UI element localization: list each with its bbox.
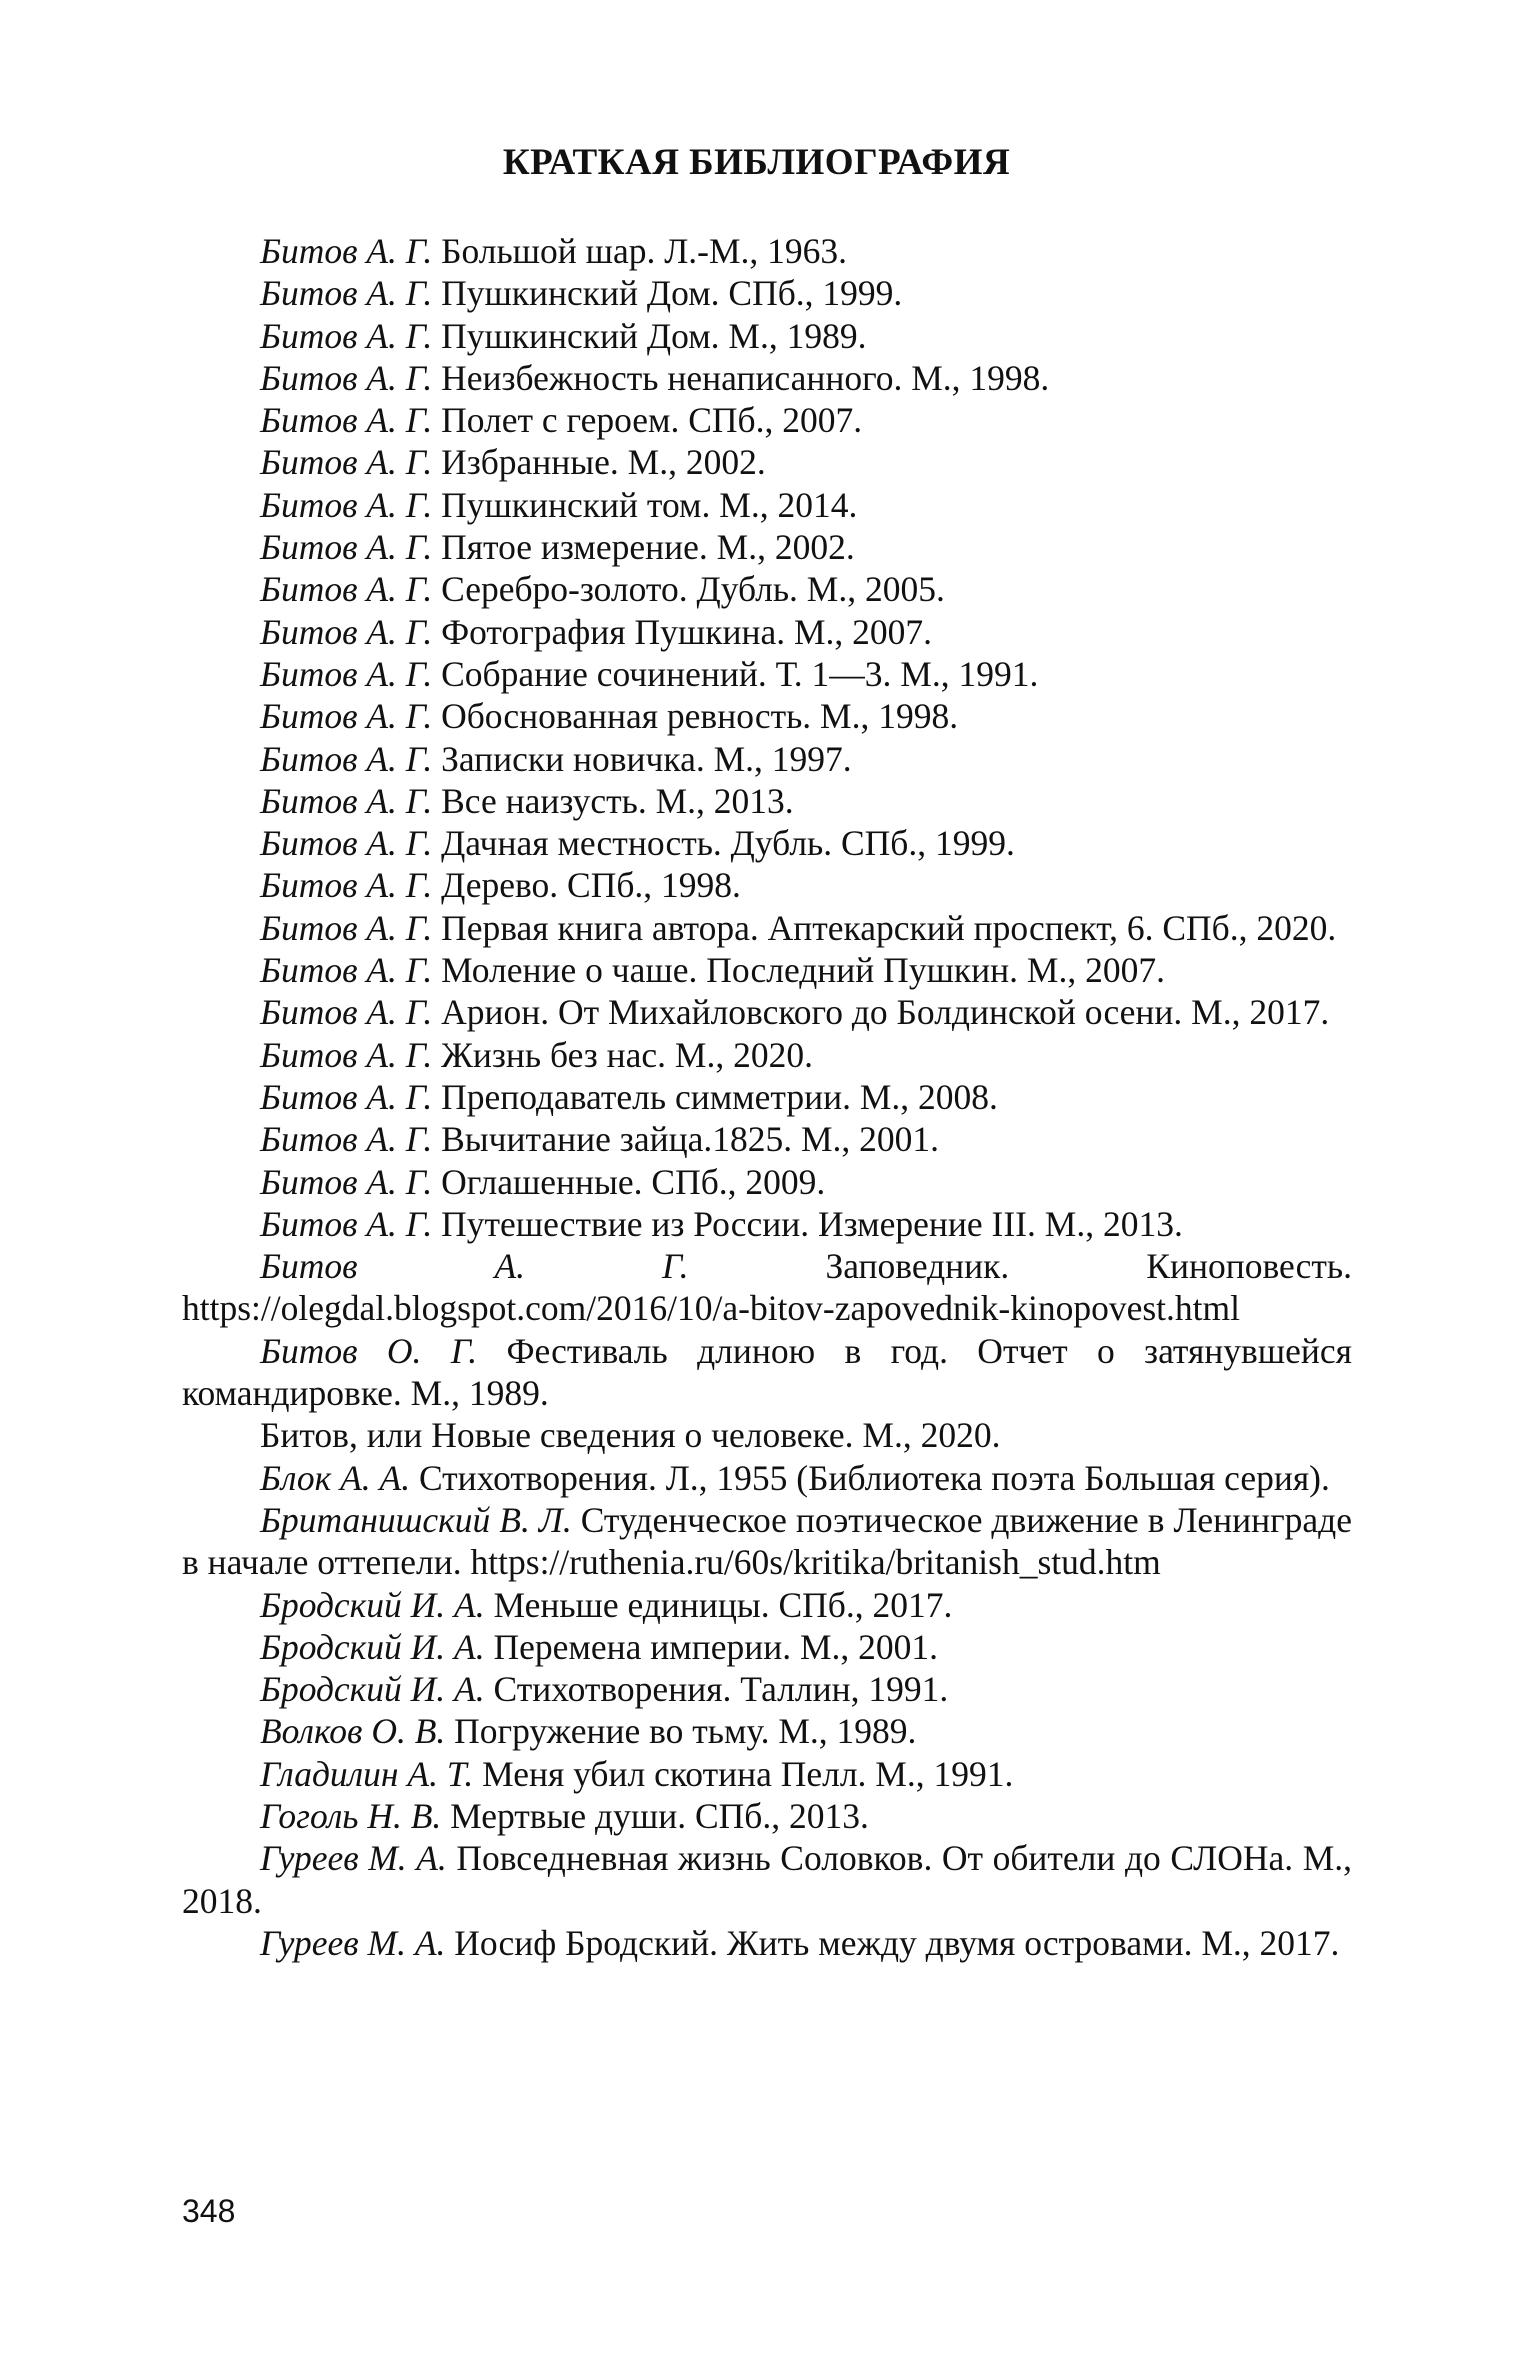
entry-author: Битов А. Г. (260, 231, 433, 271)
bibliography-list (182, 230, 1352, 1964)
bibliography-entry (182, 1499, 1352, 1584)
entry-text: Большой шар. Л.-М., 1963. (432, 231, 848, 271)
bibliography-entry (182, 1203, 1352, 1245)
entry-text: Пушкинский том. М., 2014. (432, 484, 858, 525)
entry-text: Собрание сочинений. Т. 1—3. М., 1991. (432, 653, 1039, 694)
entry-author: Битов О. Г. (260, 1330, 478, 1371)
entry-text: Мертвые души. СПб., 2013. (441, 1795, 869, 1836)
entry-text: Пушкинский Дом. СПб., 1999. (432, 273, 903, 314)
bibliography-entry (182, 1330, 1352, 1415)
entry-author: Гуреев М. А. (260, 1838, 447, 1879)
entry-text: Стихотворения. Л., 1955 (Библиотека поэта Большая серия). (410, 1457, 1330, 1498)
entry-author: Битов А. Г. (260, 1034, 433, 1075)
entry-author: Битов А. Г. (260, 696, 433, 737)
entry-text: Битов, или Новые сведения о человеке. М., 2020. (260, 1415, 1001, 1456)
entry-text: Записки новичка. М., 1997. (432, 738, 852, 779)
entry-text: Избранные. М., 2002. (432, 442, 766, 483)
entry-author: Волков О. В. (260, 1711, 446, 1752)
bibliography-entry (182, 738, 1352, 780)
entry-author: Битов А. Г. (260, 569, 433, 610)
bibliography-entry (182, 1584, 1352, 1626)
bibliography-entry (182, 484, 1352, 526)
entry-author: Битов А. Г. (260, 865, 433, 906)
bibliography-entry (182, 441, 1352, 483)
entry-text: Перемена империи. М., 2001. (484, 1626, 939, 1667)
bibliography-entry (182, 526, 1352, 568)
entry-text: Пушкинский Дом. М., 1989. (432, 315, 867, 356)
entry-author: Битов А. Г. (260, 273, 433, 314)
entry-text: Дачная местность. Дубль. СПб., 1999. (432, 823, 1015, 864)
entry-author: Гладилин А. Т. (260, 1753, 474, 1794)
entry-author: Битов А. Г. (260, 1203, 433, 1244)
bibliography-entry (182, 357, 1352, 399)
bibliography-entry (182, 611, 1352, 653)
entry-author: Битов А. Г. (260, 315, 433, 356)
bibliography-entry (182, 230, 1352, 272)
bibliography-entry (182, 1414, 1352, 1456)
entry-text: Серебро-золото. Дубль. М., 2005. (432, 569, 945, 610)
entry-author: Гуреев М. А. (260, 1922, 446, 1963)
entry-author: Битов А. Г. (260, 357, 433, 398)
bibliography-entry (182, 1118, 1352, 1160)
entry-text: Дерево. СПб., 1998. (432, 865, 741, 906)
bibliography-entry (182, 399, 1352, 441)
entry-text: Оглашенные. СПб., 2009. (432, 1161, 826, 1202)
bibliography-entry (182, 822, 1352, 864)
bibliography-entry (182, 1668, 1352, 1710)
entry-author: Битов А. Г. (260, 780, 433, 821)
entry-text: Фестиваль длиною в год. Отчет о затянувшейся командировке. М., 1989. (182, 1330, 1352, 1414)
bibliography-entry (182, 315, 1352, 357)
entry-author: Битов А. Г. (260, 992, 433, 1033)
entry-author: Битов А. Г. (260, 823, 433, 864)
entry-author: Битов А. Г. (260, 907, 433, 948)
bibliography-entry (182, 653, 1352, 695)
bibliography-entry (182, 991, 1352, 1033)
entry-text: Жизнь без нас. М., 2020. (432, 1034, 813, 1075)
entry-author: Битов А. Г. (260, 738, 433, 779)
entry-author: Битов А. Г. (260, 653, 433, 694)
bibliography-entry (182, 1245, 1352, 1330)
bibliography-entry (182, 1922, 1352, 1964)
entry-text: Путешествие из России. Измерение III. М., 2013. (432, 1203, 1183, 1244)
entry-author: Битов А. Г. (260, 1246, 689, 1287)
bibliography-entry (182, 1457, 1352, 1499)
entry-text: Пятое измерение. М., 2002. (432, 527, 855, 568)
entry-text: Стихотворения. Таллин, 1991. (484, 1669, 949, 1710)
entry-author: Гоголь Н. В. (260, 1795, 442, 1836)
entry-author: Бродский И. А. (260, 1626, 485, 1667)
entry-author: Битов А. Г. (260, 611, 433, 652)
bibliography-entry (182, 272, 1352, 314)
entry-text: Арион. От Михайловского до Болдинской осени. М., 2017. (432, 992, 1330, 1033)
entry-author: Битов А. Г. (260, 442, 433, 483)
bibliography-entry (182, 780, 1352, 822)
bibliography-entry (182, 1710, 1352, 1752)
bibliography-entry (182, 1795, 1352, 1837)
entry-text: Вычитание зайца.1825. М., 2001. (432, 1119, 940, 1160)
bibliography-entry (182, 949, 1352, 991)
bibliography-entry (182, 1837, 1352, 1922)
entry-author: Битов А. Г. (260, 1076, 433, 1117)
bibliography-entry (182, 1076, 1352, 1118)
bibliography-entry (182, 1034, 1352, 1076)
entry-text: Первая книга автора. Аптекарский проспект, 6. СПб., 2020. (432, 907, 1337, 948)
entry-text: Повседневная жизнь Соловков. От обители до СЛОНа. М., 2018. (182, 1838, 1353, 1921)
entry-author: Битов А. Г. (260, 400, 433, 441)
entry-text: Фотография Пушкина. М., 2007. (432, 611, 933, 652)
entry-text: Все наизусть. М., 2013. (432, 780, 794, 821)
entry-author: Блок А. А. (260, 1457, 411, 1498)
entry-text: Моление о чаше. Последний Пушкин. М., 2007. (432, 950, 1165, 991)
entry-author: Битов А. Г. (260, 1161, 433, 1202)
entry-author: Битов А. Г. (260, 527, 433, 568)
entry-author: Битов А. Г. (260, 950, 433, 991)
page-number: 348 (182, 2193, 236, 2229)
bibliography-entry (182, 907, 1352, 949)
entry-author: Бродский И. А. (260, 1669, 485, 1710)
bibliography-entry (182, 1161, 1352, 1203)
bibliography-entry (182, 568, 1352, 610)
entry-author: Битов А. Г. (260, 484, 433, 525)
entry-text: Заповедник. Киноповесть. https://olegdal.blogspot.com/2016/10/a-bitov-zapovednik-kinopovest.html (182, 1246, 1352, 1329)
bibliography-entry (182, 1626, 1352, 1668)
page-title: КРАТКАЯ БИБЛИОГРАФИЯ (502, 142, 1011, 183)
entry-text: Полет с героем. СПб., 2007. (432, 400, 863, 441)
entry-author: Британишский В. Л. (260, 1499, 572, 1540)
entry-author: Бродский И. А. (260, 1584, 485, 1625)
entry-author: Битов А. Г. (260, 1119, 433, 1160)
entry-text: Студенческое поэтическое движение в Ленинграде в начале оттепели. https://ruthenia.ru/60s/kritika/britanish_stud.htm (182, 1499, 1352, 1583)
bibliography-entry (182, 695, 1352, 737)
bibliography-entry (182, 1753, 1352, 1795)
entry-text: Погружение во тьму. М., 1989. (445, 1711, 917, 1752)
entry-text: Преподаватель симметрии. М., 2008. (432, 1076, 998, 1117)
bibliography-entry (182, 864, 1352, 906)
entry-text: Иосиф Бродский. Жить между двумя островами. М., 2017. (445, 1922, 1340, 1963)
entry-text: Меньше единицы. СПб., 2017. (484, 1584, 953, 1625)
entry-text: Обоснованная ревность. М., 1998. (432, 696, 959, 737)
entry-text: Меня убил скотина Пелл. М., 1991. (473, 1753, 1014, 1794)
entry-text: Неизбежность ненаписанного. М., 1998. (432, 357, 1050, 398)
